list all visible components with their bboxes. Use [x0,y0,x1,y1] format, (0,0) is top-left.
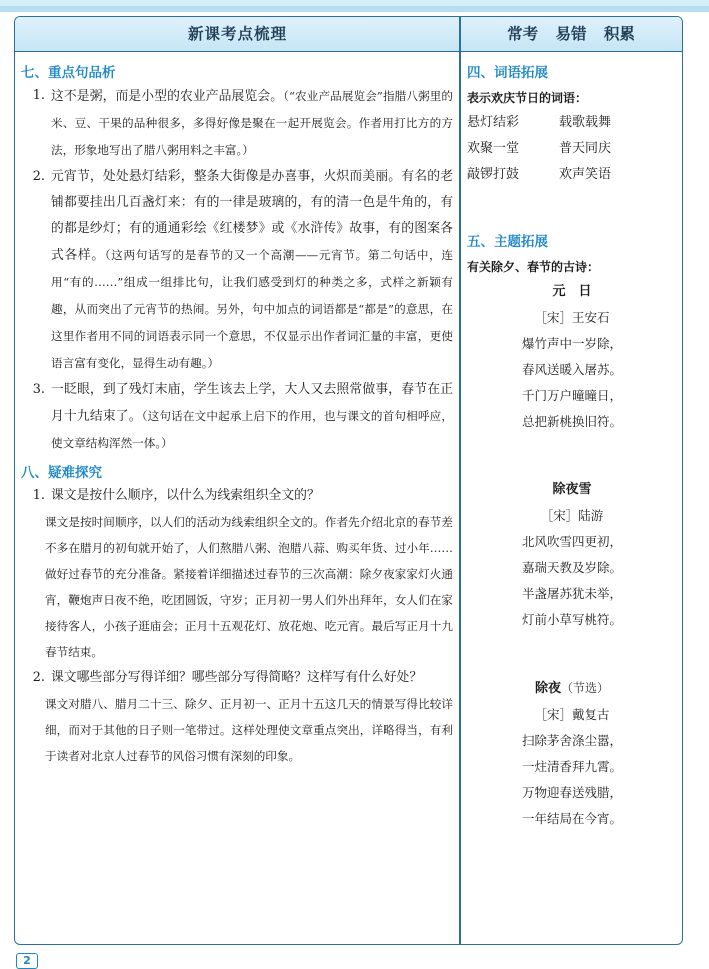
question-item: 2. 课文哪些部分写得详细？哪些部分写得简略？这样写有什么好处？ [21,665,453,691]
word-item: 普天同庆 [559,141,612,156]
poem [467,675,677,832]
sentence-text: 一眨眼，到了残灯末庙，学生该去上学，大人又去照常做事，春节在正月十九结束了。 [51,382,453,424]
poem-line: 总把新桃换旧符。 [521,414,622,429]
poem-author: ［宋］戴复古 [534,707,610,722]
page-number: 2 [16,953,38,969]
section-title-theme-expansion: 五、主题拓展 [467,234,548,250]
poem-line: 嘉瑞天教及岁除。 [521,560,622,575]
poem-line: 北风吹雪四更初， [521,534,622,549]
poem-line: 一炷清香拜九霄。 [521,759,622,774]
top-decoration-bar [0,0,709,12]
poem-line: 爆竹声中一岁除， [521,336,622,351]
poem-line: 扫除茅舍涤尘嚣， [521,733,622,748]
sentence-text: 这不是粥，而是小型的农业产品展览会。 [51,89,284,104]
poem-list-subtitle: 有关除夕、春节的古诗： [467,260,600,274]
poem-line: 一年结局在今宵。 [521,811,622,826]
sentence-note: （“农业产品展览会”指腊八粥里的米、豆、干果的品种很多，多得好像是聚在一起开展览会。作者用打比方的方法，形象地写出了腊八粥用料之丰富。） [51,89,453,157]
poem [467,477,677,633]
word-item: 悬灯结彩 [467,115,520,130]
poem-line: 春风送暖入屠苏。 [521,362,622,377]
poem-author: ［宋］王安石 [534,310,610,325]
word-list [467,110,677,188]
sentence-note: （这两句话写的是春节的又一个高潮——元宵节。第二句话中，连用“有的……”组成一组排比句，让我们感受到灯的种类之多，式样之新颖有趣，从而突出了元宵节的热闹。另外，句中加点的词语都是“都是”的意思，在这里作者用不同的词语表示同一个意思，不仅显示出作者词汇量的丰富，更使语言富有变化，显得生动有趣。） [51,248,454,370]
sentence-item: 2. 元宵节，处处悬灯结彩，整条大街像是办喜事，火炽而美丽。有名的老铺都要挂出几百盏灯来：有的一律是玻璃的，有的清一色是牛角的，有的都是纱灯；有的通通彩绘《红楼梦》或《水浒传》故事，有的图案各式各样。（这两句话写的是春节的又一个高潮——元宵节。第二句话中，连用“有的……”组成一组排比句，让我们感受到灯的种类之多，式样之新颖有趣，从而突出了元宵节的热闹。另外，句中加点的词语都是“都是”的意思，在这里作者用不同的词语表示同一个意思，不仅显示出作者词汇量的丰富，更使语言富有变化，显得生动有趣。） [32,169,454,370]
left-column [21,57,453,769]
sentence-note: （这句话在文中起承上启下的作用，也与课文的首句相呼应，使文章结构浑然一体。） [51,409,454,450]
content-frame [14,16,683,945]
right-column [467,57,677,832]
column-divider [459,17,461,944]
question-text: 课文是按什么顺序，以什么为线索组织全文的？ [51,488,320,503]
poem-line: 半盏屠苏犹未举， [521,586,622,601]
poem-title: 除夜（节选） [534,681,610,696]
word-list-subtitle: 表示欢庆节日的词语： [467,91,588,105]
word-item: 欢声笑语 [559,167,612,182]
word-item: 载歌载舞 [559,115,612,130]
sentence-item: 3. 一眨眼，到了残灯末庙，学生该去上学，大人又去照常做事，春节在正月十九结束了。（这句话在文中起承上启下的作用，也与课文的首句相呼应，使文章结构浑然一体。） [32,382,454,450]
question-text: 课文哪些部分写得详细？哪些部分写得简略？这样写有什么好处？ [51,670,423,685]
poem-title: 除夜雪 [552,482,592,497]
section-title-inquiry: 八、疑难探究 [21,465,102,481]
answer-text: 课文对腊八、腊月二十三、除夕、正月初一、正月十五这几天的情景写得比较详细，而对于其他的日子则一笔带过。这样处理使文章重点突出，详略得当，有利于读者对北京人过春节的风俗习惯有深刻的印象。 [45,697,453,763]
poem-line: 灯前小草写桃符。 [521,612,622,627]
poem-title-note: （节选） [561,681,610,695]
answer-text: 课文是按时间顺序，以人们的活动为线索组织全文的。作者先介绍北京的春节差不多在腊月的初旬就开始了，人们熬腊八粥、泡腊八蒜、购买年货、过小年……做好过春节的充分准备。紧接着详细描述过春节的三次高潮：除夕夜家家灯火通宵，鞭炮声日夜不绝，吃团圆饭，守岁；正月初一男人们外出拜年，女人们在家接待客人，小孩子逛庙会；正月十五观花灯、放花炮、吃元宵。最后写正月十九春节结束。 [45,515,453,659]
sentence-item: 1. 这不是粥，而是小型的农业产品展览会。（“农业产品展览会”指腊八粥里的米、豆、干果的品种很多，多得好像是聚在一起开展览会。作者用打比方的方法，形象地写出了腊八粥用料之丰富。） [32,88,453,157]
sentence-text: 元宵节，处处悬灯结彩，整条大街像是办喜事，火炽而美丽。有名的老铺都要挂出几百盏灯来：有的一律是玻璃的，有的清一色是牛角的，有的都是纱灯；有的通通彩绘《红楼梦》或《水浒传》故事，有的图案各式各样。 [51,169,453,263]
poem-title: 元 日 [552,284,592,299]
poem-line: 千门万户曈曈日， [521,388,622,403]
question-item: 1. 课文是按什么顺序，以什么为线索组织全文的？ [21,483,453,509]
table-header [15,17,682,52]
poem [467,279,677,435]
poem-author: ［宋］陆游 [540,508,604,523]
word-item: 欢聚一堂 [467,141,520,156]
right-column-title: 常考 易错 积累 [507,25,635,43]
poem-line: 万物迎春送残腊， [521,785,622,800]
left-column-title: 新课考点梳理 [187,25,287,43]
section-title-key-sentences: 七、重点句品析 [21,65,116,81]
word-item: 敲锣打鼓 [467,167,520,182]
section-title-word-expansion: 四、词语拓展 [467,65,548,81]
